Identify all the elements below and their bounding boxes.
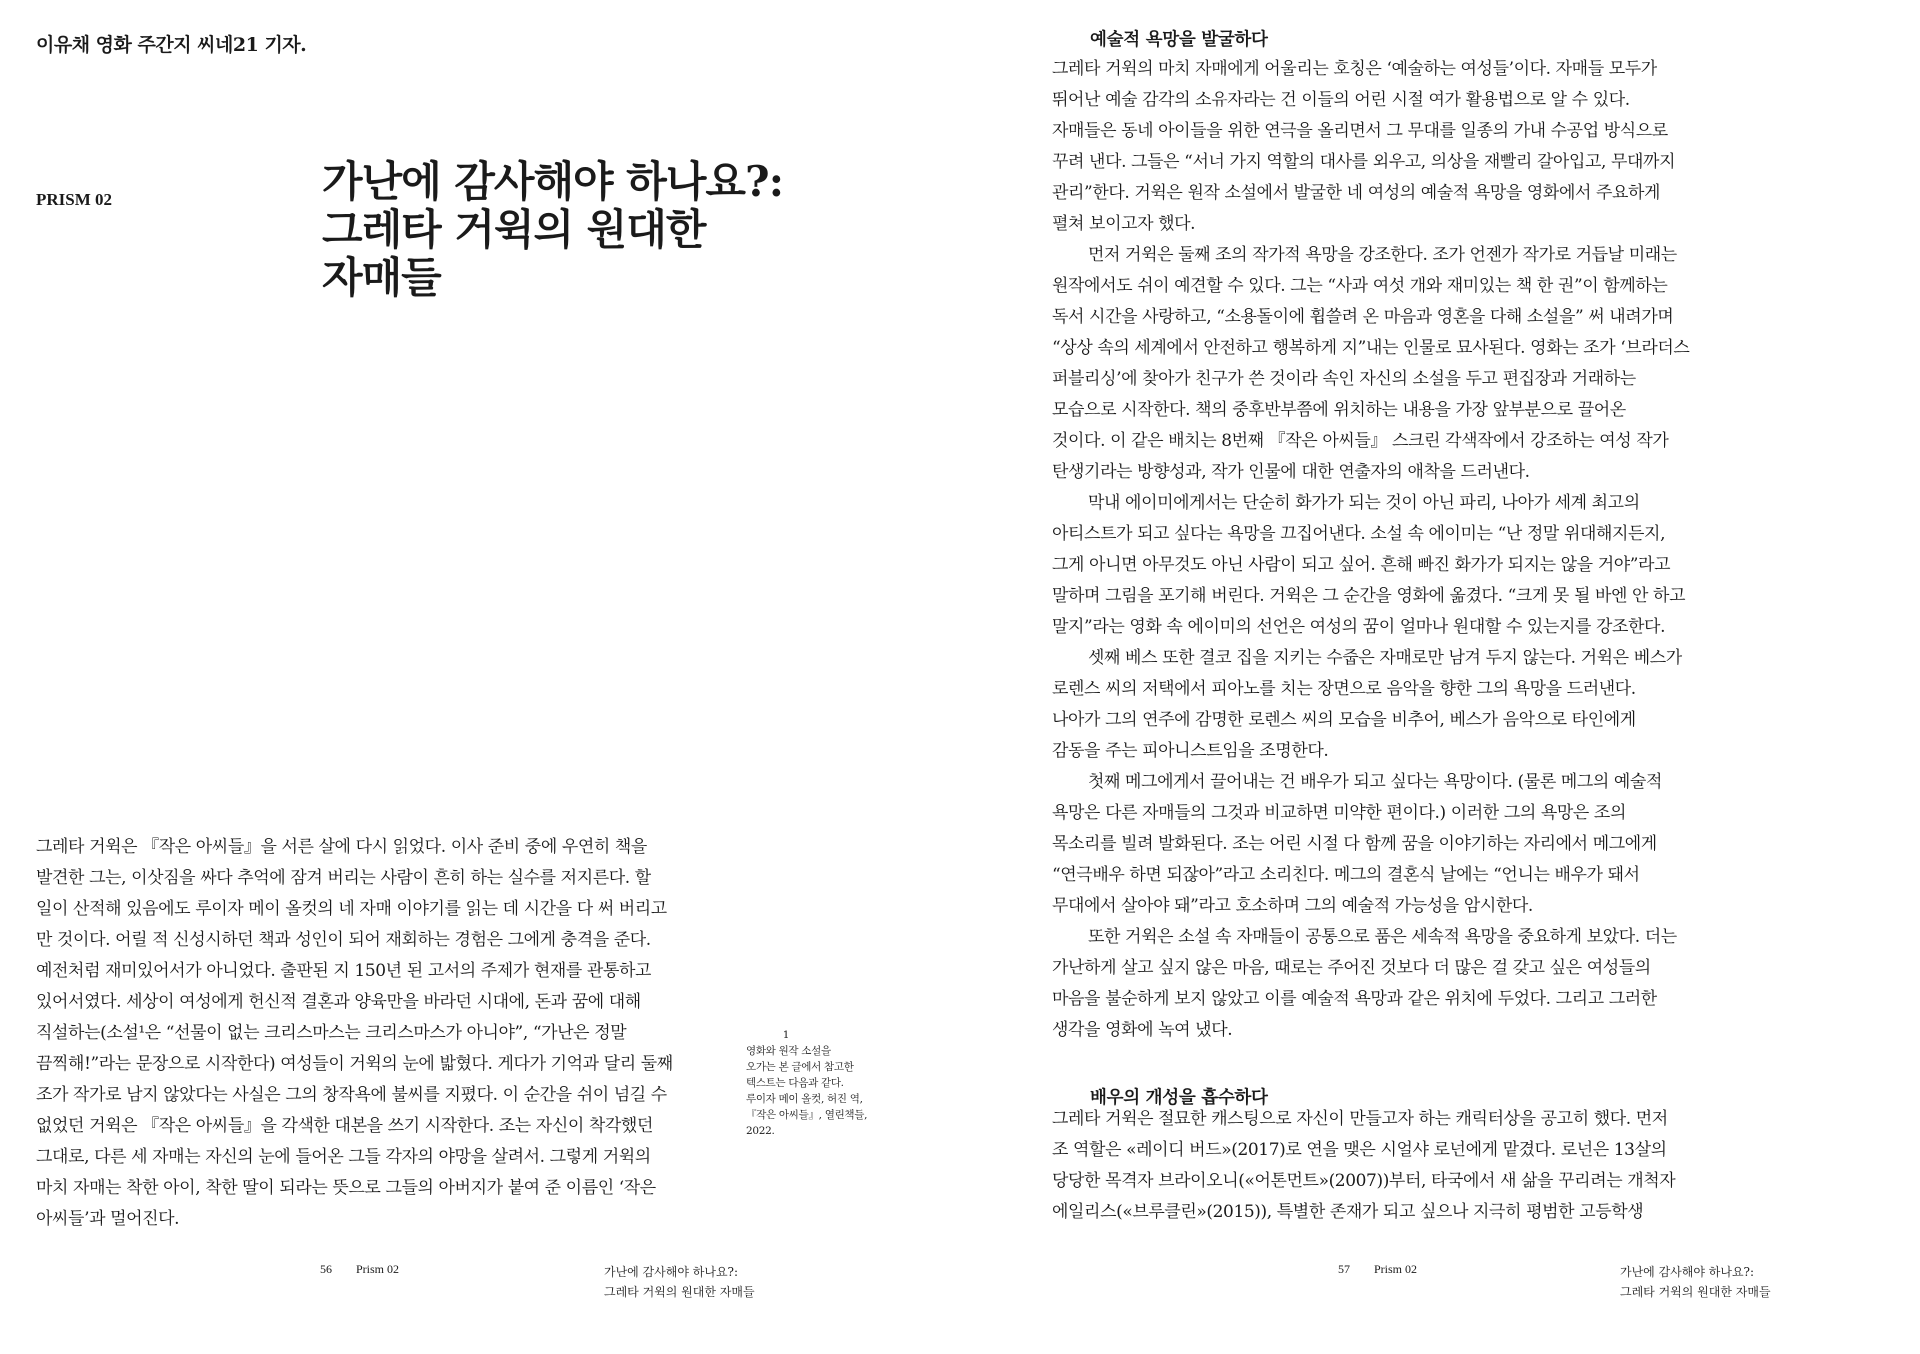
text-line: 막내 에이미에게서는 단순히 화가가 되는 것이 아닌 파리, 나아가 세계 최고의 — [1088, 493, 1640, 513]
title-line: 자매들 — [322, 253, 441, 302]
text-line: 것이다. 이 같은 배치는 8번째 『작은 아씨들』 스크린 각색작에서 강조하는 여성 작가 — [1052, 431, 1669, 451]
footnote — [746, 1027, 876, 1139]
text-line: 꾸려 낸다. 그들은 “서너 가지 역할의 대사를 외우고, 의상을 재빨리 갈아입고, 무대까지 — [1052, 152, 1676, 172]
running-title-line: 그레타 거윅의 원대한 자매들 — [1620, 1285, 1771, 1299]
text-line: 그레타 거윅은 절묘한 캐스팅으로 자신이 만들고자 하는 캐릭터상을 공고히 했다. 먼저 — [1052, 1109, 1668, 1129]
text-line: 그레타 거윅은 『작은 아씨들』을 서른 살에 다시 읽었다. 이사 준비 중에 우연히 책을 — [36, 837, 647, 857]
text-line: 셋째 베스 또한 결코 집을 지키는 수줍은 자매로만 남겨 두지 않는다. 거윅은 베스가 — [1088, 648, 1682, 668]
text-line: 감동을 주는 피아니스트임을 조명한다. — [1052, 741, 1329, 761]
section-heading: 예술적 욕망을 발굴하다 — [1090, 30, 1268, 50]
text-line: 첫째 메그에게서 끌어내는 건 배우가 되고 싶다는 욕망이다. (물론 메그의 예술적 — [1088, 772, 1662, 792]
text-line: 영화와 원작 소설을 — [746, 1045, 831, 1057]
text-line: 예전처럼 재미있어서가 아니었다. 출판된 지 150년 된 고서의 주제가 현재를 관통하고 — [36, 961, 652, 981]
text-line: 아씨들’과 멀어진다. — [36, 1209, 180, 1229]
section-body — [1052, 1104, 1772, 1228]
section-body — [1052, 54, 1772, 1046]
running-title-line: 가난에 감사해야 하나요?: — [1620, 1265, 1755, 1279]
text-line: 펼쳐 보이고자 했다. — [1052, 214, 1196, 234]
text-line: 직설하는(소설¹은 “선물이 없는 크리스마스는 크리스마스가 아니야”, “가난은 정말 — [36, 1023, 627, 1043]
text-line: 『작은 아씨들』, 열린책들, — [746, 1109, 868, 1121]
text-line: 끔찍해!”라는 문장으로 시작한다) 여성들이 거윅의 눈에 밟혔다. 게다가 기억과 달리 둘째 — [36, 1054, 673, 1074]
text-line: “연극배우 하면 되잖아”라고 소리친다. 메그의 결혼식 날에는 “언니는 배우가 돼서 — [1052, 865, 1640, 885]
footnote-number: 1 — [782, 1029, 790, 1041]
text-line: 독서 시간을 사랑하고, “소용돌이에 휩쓸려 온 마음과 영혼을 다해 소설을” 써 내려가며 — [1052, 307, 1674, 327]
footnote-text — [746, 1043, 876, 1139]
text-line: 관리”한다. 거윅은 원작 소설에서 발굴한 네 여성의 예술적 욕망을 영화에서 주요하게 — [1052, 183, 1661, 203]
running-title — [1620, 1262, 1771, 1302]
running-title — [604, 1262, 755, 1302]
text-line: 먼저 거윅은 둘째 조의 작가적 욕망을 강조한다. 조가 언젠가 작가로 거듭날 미래는 — [1088, 245, 1677, 265]
text-line: “상상 속의 세계에서 안전하고 행복하게 지”내는 인물로 묘사된다. 영화는 조가 ‘브라더스 — [1052, 338, 1690, 358]
folio-label: Prism 02 — [1374, 1262, 1418, 1276]
section-label: PRISM 02 — [36, 190, 113, 209]
text-line: 자매들은 동네 아이들을 위한 연극을 올리면서 그 무대를 일종의 가내 수공업 방식으로 — [1052, 121, 1668, 141]
text-line: 그게 아니면 아무것도 아닌 사람이 되고 싶어. 흔해 빠진 화가가 되지는 않을 거야”라고 — [1052, 555, 1671, 575]
text-line: 텍스트는 다음과 같다. — [746, 1077, 844, 1089]
title-line: 그레타 거윅의 원대한 — [322, 205, 706, 254]
title-line: 가난에 감사해야 하나요?: — [322, 157, 784, 206]
intro-body — [36, 832, 736, 1235]
article-title — [322, 158, 882, 302]
text-line: 그레타 거윅의 마치 자매에게 어울리는 호칭은 ‘예술하는 여성들’이다. 자매들 모두가 — [1052, 59, 1657, 79]
text-line: 2022. — [746, 1125, 775, 1137]
text-line: 탄생기라는 방향성과, 작가 인물에 대한 연출자의 애착을 드러낸다. — [1052, 462, 1530, 482]
text-line: 가난하게 살고 싶지 않은 마음, 때로는 주어진 것보다 더 많은 걸 갖고 싶은 여성들의 — [1052, 958, 1651, 978]
text-line: 모습으로 시작한다. 책의 중후반부쯤에 위치하는 내용을 가장 앞부분으로 끌어온 — [1052, 400, 1626, 420]
text-line: 루이자 메이 올컷, 허진 역, — [746, 1093, 863, 1105]
running-title-line: 가난에 감사해야 하나요?: — [604, 1265, 739, 1279]
text-line: 발견한 그는, 이삿짐을 싸다 추억에 잠겨 버리는 사람이 흔히 하는 실수를 저지른다. 할 — [36, 868, 651, 888]
text-line: 퍼블리싱’에 찾아가 친구가 쓴 것이라 속인 자신의 소설을 두고 편집장과 거래하는 — [1052, 369, 1636, 389]
text-line: 그대로, 다른 세 자매는 자신의 눈에 들어온 그들 각자의 야망을 살려서. 그렇게 거윅의 — [36, 1147, 651, 1167]
text-line: 당당한 목격자 브라이오니(«어톤먼트»(2007))부터, 타국에서 새 삶을 꾸리려는 개척자 — [1052, 1171, 1676, 1191]
section-heading: 배우의 개성을 흡수하다 — [1090, 1088, 1268, 1108]
text-line: 마치 자매는 착한 아이, 착한 딸이 되라는 뜻으로 그들의 아버지가 붙여 준 이름인 ‘작은 — [36, 1178, 656, 1198]
text-line: 마음을 불순하게 보지 않았고 이를 예술적 욕망과 같은 위치에 두었다. 그리고 그러한 — [1052, 989, 1657, 1009]
text-line: 욕망은 다른 자매들의 그것과 비교하면 미약한 편이다.) 이러한 그의 욕망은 조의 — [1052, 803, 1626, 823]
text-line: 목소리를 빌려 발화된다. 조는 어린 시절 다 함께 꿈을 이야기하는 자리에서 메그에게 — [1052, 834, 1657, 854]
page-number: 57 — [1338, 1262, 1350, 1276]
page-number: 56 — [320, 1262, 332, 1276]
text-line: 있어서였다. 세상이 여성에게 헌신적 결혼과 양육만을 바라던 시대에, 돈과 꿈에 대해 — [36, 992, 641, 1012]
text-line: 조 역할은 «레이디 버드»(2017)로 연을 맺은 시얼샤 로넌에게 맡겼다. 로넌은 13살의 — [1052, 1140, 1667, 1160]
text-line: 에일리스(«브루클린»(2015)), 특별한 존재가 되고 싶으나 지극히 평범한 고등학생 — [1052, 1202, 1644, 1222]
author-byline: 이유채 영화 주간지 씨네21 기자. — [36, 34, 307, 56]
text-line: 말하며 그림을 포기해 버린다. 거윅은 그 순간을 영화에 옮겼다. “크게 못 될 바엔 안 하고 — [1052, 586, 1686, 606]
text-line: 아티스트가 되고 싶다는 욕망을 끄집어낸다. 소설 속 에이미는 “난 정말 위대해지든지, — [1052, 524, 1666, 544]
text-line: 나아가 그의 연주에 감명한 로렌스 씨의 모습을 비추어, 베스가 음악으로 타인에게 — [1052, 710, 1636, 730]
text-line: 또한 거윅은 소설 속 자매들이 공통으로 품은 세속적 욕망을 중요하게 보았다. 더는 — [1088, 927, 1677, 947]
text-line: 로렌스 씨의 저택에서 피아노를 치는 장면으로 음악을 향한 그의 욕망을 드러낸다. — [1052, 679, 1636, 699]
text-line: 오가는 본 글에서 참고한 — [746, 1061, 854, 1073]
text-line: 무대에서 살아야 돼”라고 호소하며 그의 예술적 가능성을 암시한다. — [1052, 896, 1533, 916]
running-title-line: 그레타 거윅의 원대한 자매들 — [604, 1285, 755, 1299]
text-line: 생각을 영화에 녹여 냈다. — [1052, 1020, 1233, 1040]
folio-label: Prism 02 — [356, 1262, 400, 1276]
right-page — [960, 0, 1920, 1354]
text-line: 없었던 거윅은 『작은 아씨들』을 각색한 대본을 쓰기 시작한다. 조는 자신이 착각했던 — [36, 1116, 653, 1136]
text-line: 말지”라는 영화 속 에이미의 선언은 여성의 꿈이 얼마나 원대할 수 있는지를 강조한다. — [1052, 617, 1666, 637]
text-line: 만 것이다. 어릴 적 신성시하던 책과 성인이 되어 재회하는 경험은 그에게 충격을 준다. — [36, 930, 651, 950]
text-line: 일이 산적해 있음에도 루이자 메이 올컷의 네 자매 이야기를 읽는 데 시간을 다 써 버리고 — [36, 899, 667, 919]
text-line: 조가 작가로 남지 않았다는 사실은 그의 창작욕에 불씨를 지폈다. 이 순간을 쉬이 넘길 수 — [36, 1085, 667, 1105]
text-line: 원작에서도 쉬이 예견할 수 있다. 그는 “사과 여섯 개와 재미있는 책 한 권”이 함께하는 — [1052, 276, 1668, 296]
text-line: 뛰어난 예술 감각의 소유자라는 건 이들의 어린 시절 여가 활용법으로 알 수 있다. — [1052, 90, 1630, 110]
